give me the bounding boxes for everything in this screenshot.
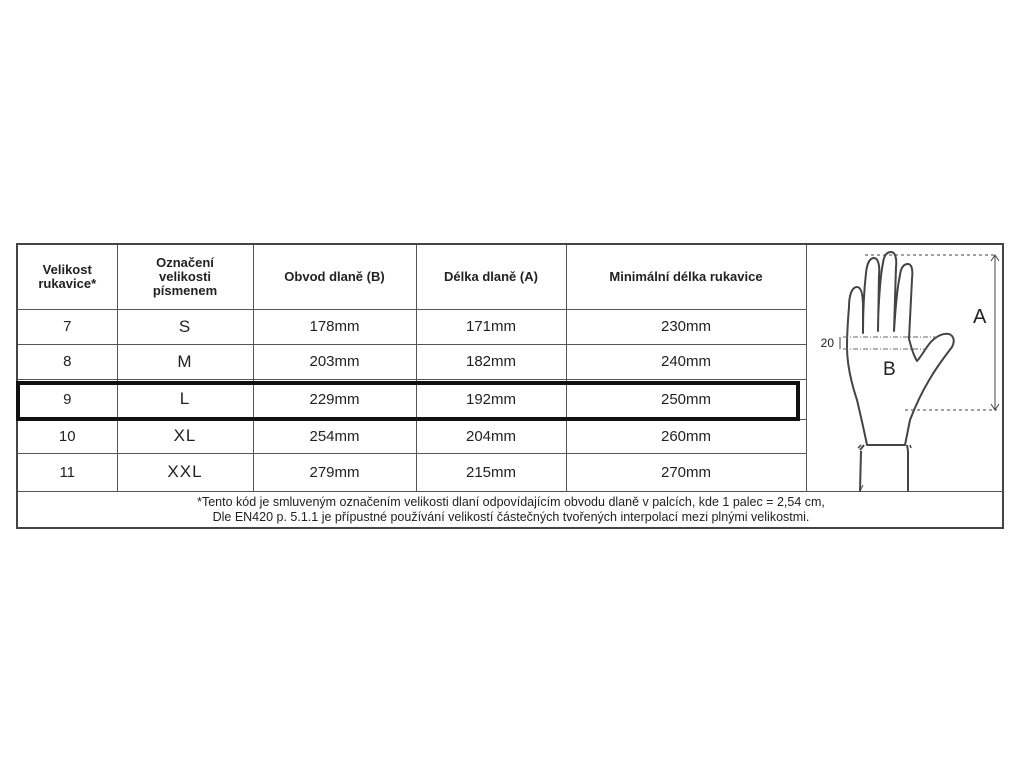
cell-min-glove-length: 240mm	[566, 344, 806, 379]
cell-letter: L	[117, 379, 253, 419]
cell-palm-length: 182mm	[416, 344, 566, 379]
cell-palm-length: 171mm	[416, 309, 566, 344]
hand-diagram	[806, 245, 1005, 491]
cell-palm-length: 192mm	[416, 379, 566, 419]
table-row-highlighted	[18, 379, 806, 419]
cell-palm-circumference: 279mm	[253, 453, 416, 491]
label-b: B	[883, 359, 896, 380]
cell-palm-length: 215mm	[416, 453, 566, 491]
cell-letter: XXL	[117, 453, 253, 491]
cell-palm-length: 204mm	[416, 419, 566, 453]
header-min-glove-length: Minimální délka rukavice	[566, 245, 806, 309]
cell-size: 7	[18, 309, 117, 344]
glove-size-chart	[16, 243, 1004, 529]
table-header-row	[18, 245, 806, 309]
cell-palm-circumference: 254mm	[253, 419, 416, 453]
cell-palm-circumference: 229mm	[253, 379, 416, 419]
table-row	[18, 419, 806, 453]
table-row	[18, 344, 806, 379]
header-palm-length: Délka dlaně (A)	[416, 245, 566, 309]
measure-20-label: 20	[820, 336, 834, 350]
header-letter: Označení velikosti písmenem	[117, 245, 253, 309]
footnote	[18, 491, 1004, 529]
footnote-line-2: Dle EN420 p. 5.1.1 je přípustné používání velikostí částečných tvořených interpolací mezi plnými velikostmi.	[212, 510, 810, 524]
cell-min-glove-length: 260mm	[566, 419, 806, 453]
cell-min-glove-length: 270mm	[566, 453, 806, 491]
header-palm-circumference: Obvod dlaně (B)	[253, 245, 416, 309]
cell-letter: S	[117, 309, 253, 344]
table-row	[18, 453, 806, 491]
cell-letter: M	[117, 344, 253, 379]
cell-size: 9	[18, 379, 117, 419]
cell-size: 8	[18, 344, 117, 379]
cell-min-glove-length: 230mm	[566, 309, 806, 344]
label-a: A	[973, 306, 987, 328]
cell-letter: XL	[117, 419, 253, 453]
header-size: Velikost rukavice*	[18, 245, 117, 309]
cell-palm-circumference: 203mm	[253, 344, 416, 379]
hand-measurement-icon	[807, 245, 1005, 491]
cell-size: 11	[18, 453, 117, 491]
cell-palm-circumference: 178mm	[253, 309, 416, 344]
table-row	[18, 309, 806, 344]
footnote-line-1: *Tento kód je smluveným označením velikosti dlaní odpovídajícím obvodu dlaně v palcích, kde 1 palec = 2,54 cm,	[197, 495, 825, 509]
cell-min-glove-length: 250mm	[566, 379, 806, 419]
cell-size: 10	[18, 419, 117, 453]
size-table	[18, 245, 807, 492]
